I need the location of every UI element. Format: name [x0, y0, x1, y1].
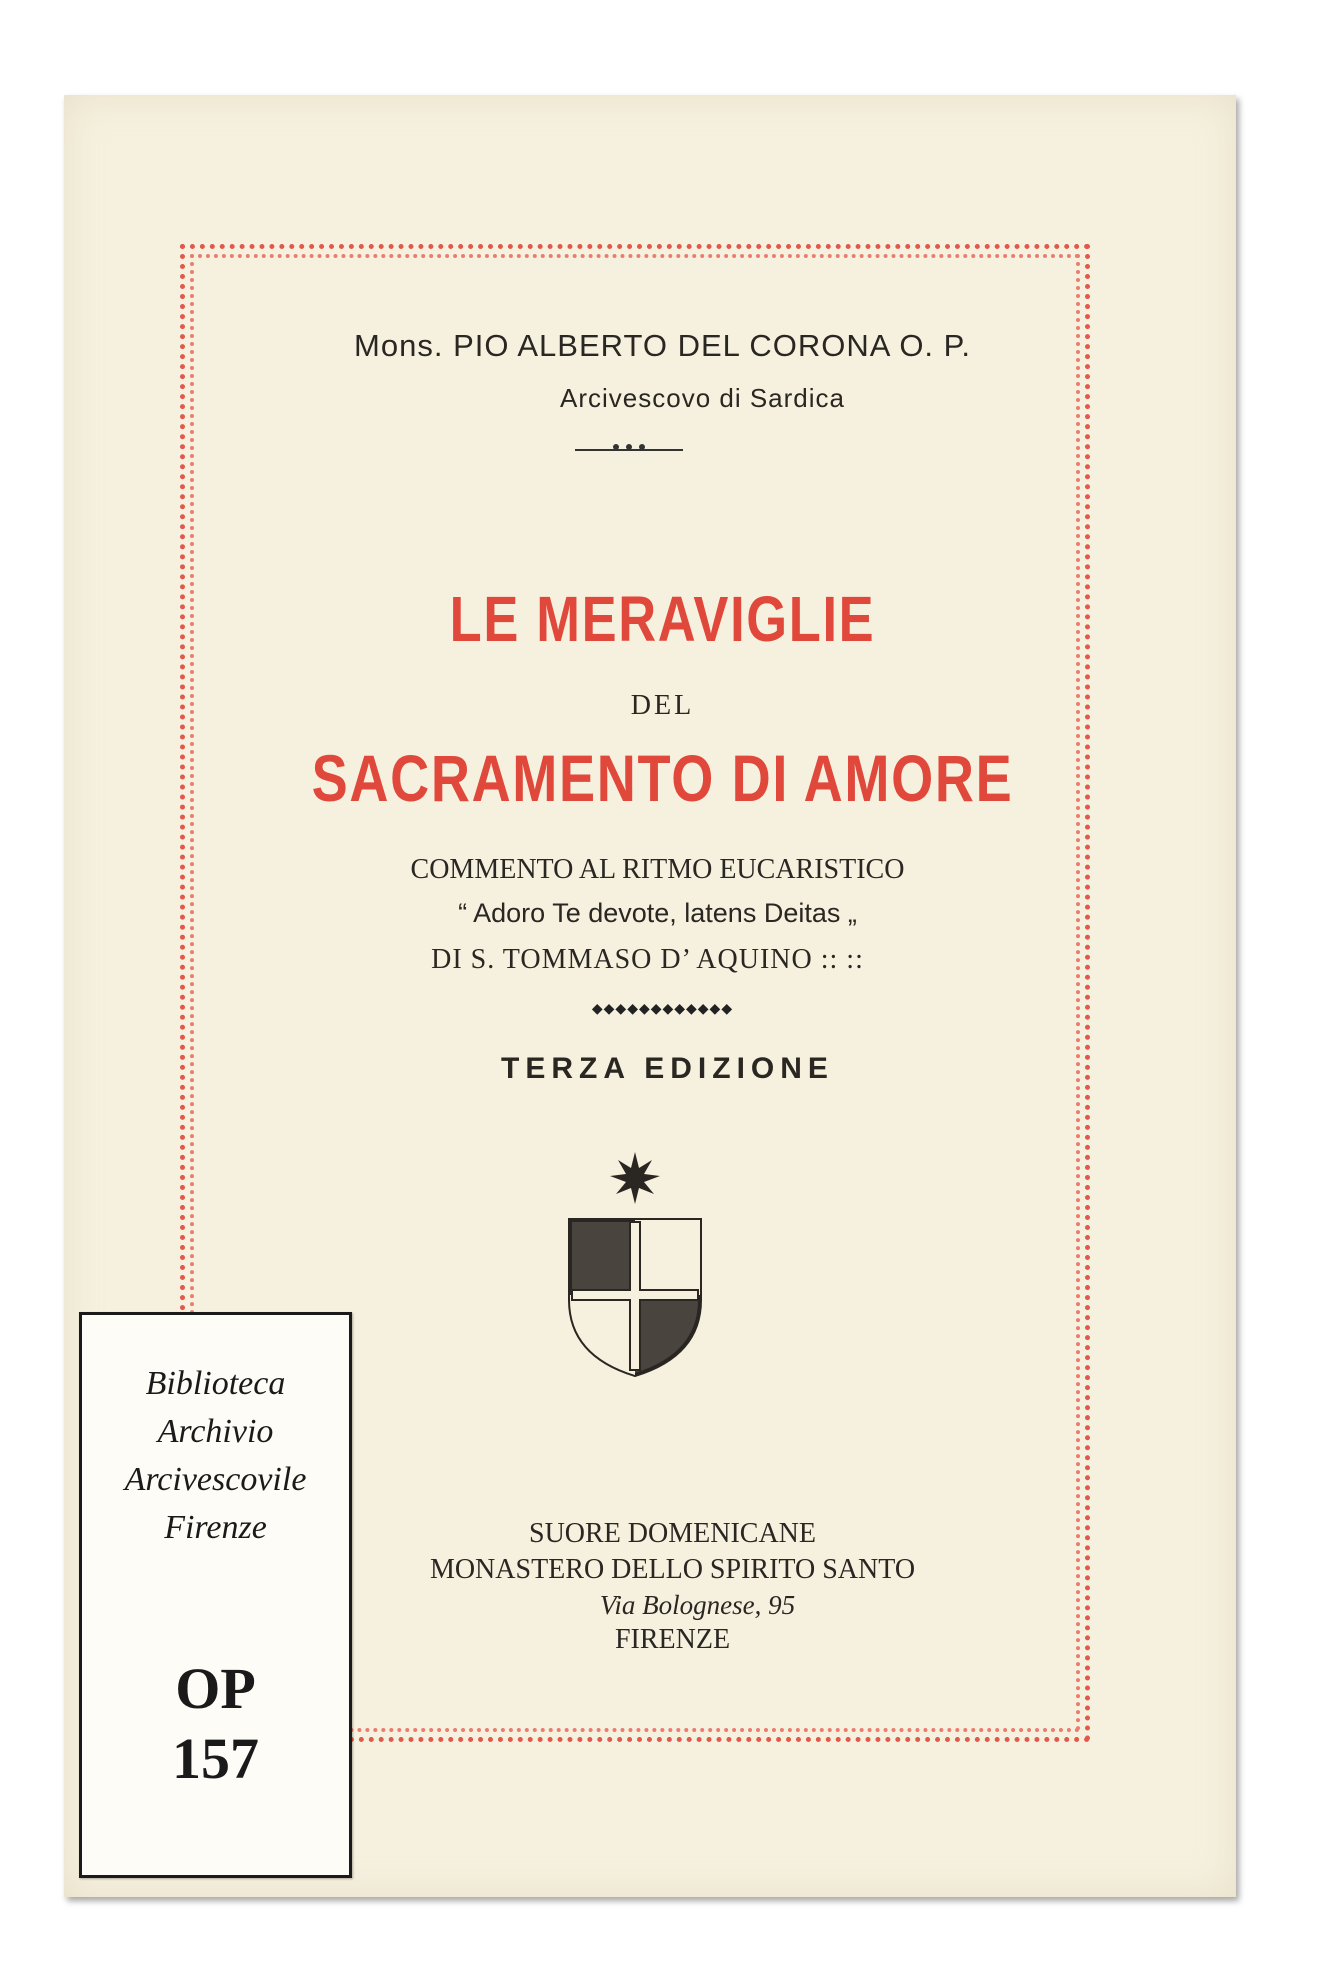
- subtitle-line-1: COMMENTO AL RITMO EUCARISTICO: [410, 854, 905, 885]
- subtitle-line-3: DI S. TOMMASO D’ AQUINO :: ::: [431, 944, 864, 975]
- title-line-2: SACRAMENTO DI AMORE: [311, 741, 1014, 815]
- publisher-address: Via Bolognese, 95: [599, 1590, 796, 1620]
- ornament-rule: [575, 449, 683, 451]
- label-line-1: Biblioteca: [145, 1365, 286, 1402]
- dominican-shield-icon: [560, 1150, 710, 1380]
- author-role: Arcivescovo di Sardica: [560, 383, 845, 413]
- title-connector: DEL: [630, 690, 695, 721]
- label-line-4: Firenze: [164, 1509, 267, 1546]
- label-line-2: Archivio: [157, 1413, 274, 1450]
- edition-label: TERZA EDIZIONE: [501, 1052, 834, 1085]
- diamond-ornament: ◆◆◆◆◆◆◆◆◆◆◆◆: [591, 1000, 734, 1016]
- publisher-city: FIRENZE: [614, 1624, 731, 1655]
- shelf-mark-number: 157: [172, 1726, 259, 1791]
- shelf-mark-prefix: OP: [175, 1656, 256, 1721]
- publisher-line-2: MONASTERO DELLO SPIRITO SANTO: [429, 1554, 916, 1585]
- publisher-line-1: SUORE DOMENICANE: [529, 1518, 816, 1549]
- title-line-1: LE MERAVIGLIE: [449, 583, 876, 655]
- label-line-3: Arcivescovile: [124, 1461, 307, 1498]
- author-name: Mons. PIO ALBERTO DEL CORONA O. P.: [354, 328, 971, 363]
- library-label: [79, 1312, 352, 1878]
- subtitle-line-2: “ Adoro Te devote, latens Deitas „: [458, 898, 857, 928]
